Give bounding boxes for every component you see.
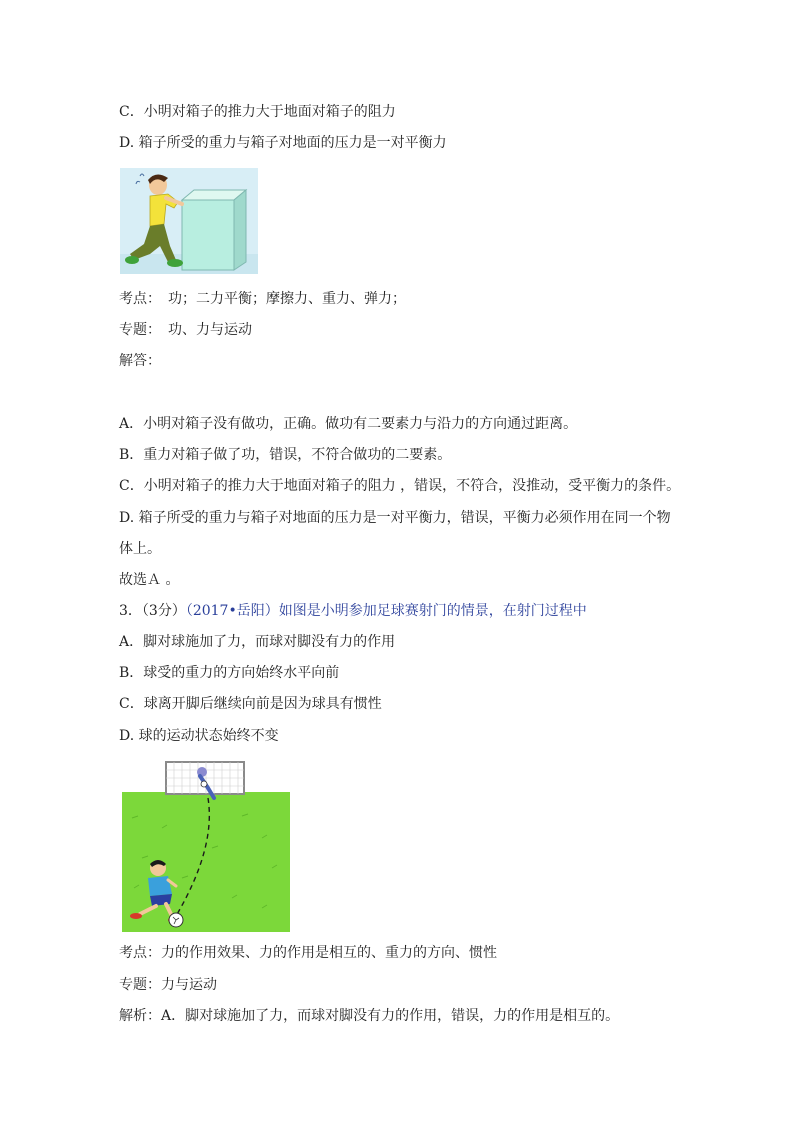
q2-analysis-d-line1: D. 箱子所受的重力与箱子对地面的压力是一对平衡力，错误，平衡力必须作用在同一个物 [119,510,671,526]
q2-answer: 故选Ａ 。 [119,572,180,588]
q3-stem [119,601,587,621]
q2-option-c: C．小明对箱子的推力大于地面对箱子的阻力 [119,104,396,120]
boy-shoe-left [125,256,139,264]
q3-option-a: A．脚对球施加了力，而球对脚没有力的作用 [119,634,396,650]
box-front [182,200,234,270]
q3-option-d: D. 球的运动状态始终不变 [119,728,279,744]
q3-jiexi: 解析：A．脚对球施加了力，而球对脚没有力的作用，错误，力的作用是相互的。 [119,1008,620,1024]
soccer-shot-figure [122,758,290,932]
q2-analysis-c: C．小明对箱子的推力大于地面对箱子的阻力 ，错误，不符合，没推动，受平衡力的条件。 [119,478,681,494]
box-side [234,190,246,270]
q3-source-and-question: （2017•岳阳）如图是小明参加足球赛射门的情景，在射门过程中 [185,603,587,619]
q2-zhuanti: 专题： 功、力与运动 [119,322,252,338]
q2-analysis-b: B．重力对箱子做了功，错误，不符合做功的二要素。 [119,447,452,463]
q2-analysis-a: A．小明对箱子没有做功，正确。做功有二要素力与沿力的方向通过距离。 [119,416,578,432]
q3-option-b: B．球受的重力的方向始终水平向前 [119,665,340,681]
q3-zhuanti: 专题：力与运动 [119,977,217,993]
q3-kaodian: 考点：力的作用效果、力的作用是相互的、重力的方向、惯性 [119,945,497,961]
boy-shoe-right [167,259,183,267]
goal [166,762,244,794]
q3-number-score: 3．（3分） [119,603,186,619]
boy-pushing-box-figure [120,168,258,274]
q2-kaodian: 考点： 功；二力平衡；摩擦力、重力、弹力； [119,291,406,307]
q2-option-d: D. 箱子所受的重力与箱子对地面的压力是一对平衡力 [119,135,447,151]
q3-option-c: C．球离开脚后继续向前是因为球具有惯性 [119,696,382,712]
q2-analysis-d-line2: 体上。 [119,541,161,557]
q2-jieda-label: 解答： [119,353,161,369]
